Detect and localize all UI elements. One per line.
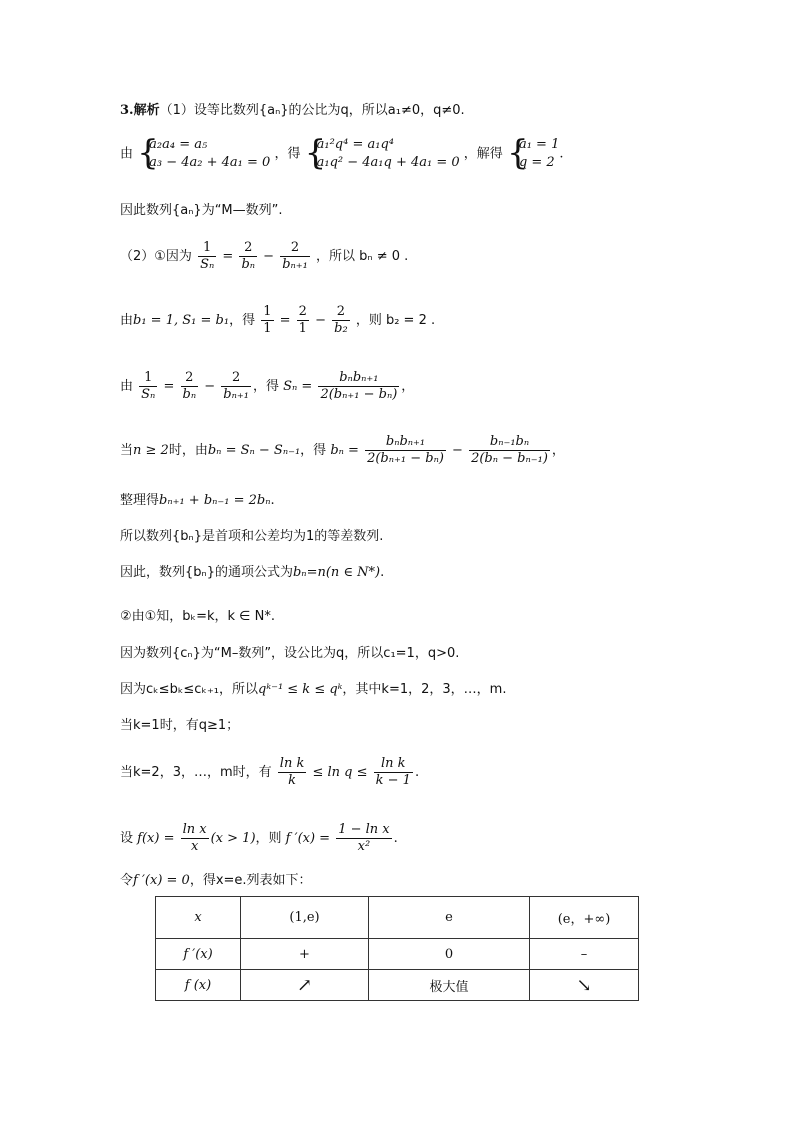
solution-heading [120, 102, 465, 120]
text: ，得 [300, 443, 327, 458]
fraction: $\frac{\text{ln x}}{x}$ [182, 822, 207, 854]
math-expr: n ≥ 2 [133, 443, 169, 458]
math-expr: Sₙ = [283, 379, 313, 394]
period: . [270, 493, 275, 508]
system-1-eq2: a₃ − 4a₂ + 4a₁ = 0 [149, 155, 271, 170]
text: 由 [120, 313, 134, 328]
system-line [120, 133, 564, 173]
case-k-general [120, 756, 419, 789]
period: . [393, 831, 398, 846]
math-expr: bₙ = [330, 443, 359, 458]
text: 当k=2，3，…，m时，有 [120, 765, 272, 780]
text: ， [551, 443, 565, 458]
fraction: $\frac{2}{\text{b₂}}$ [334, 304, 348, 336]
general-term-line [120, 564, 384, 582]
math-expr: (x > 1) [210, 831, 256, 846]
math-expr: ≤ ln q ≤ [308, 765, 372, 780]
period: . [414, 765, 420, 780]
equals: = [218, 249, 238, 264]
recurrence-line [120, 492, 275, 510]
text-you: 由 [120, 146, 134, 162]
math-expr: f ′(x) = [285, 831, 331, 846]
fraction: $\frac{2}{\text{bₙ}}$ [182, 370, 197, 402]
sn-derivation: 由 $\frac{1}{\text{Sₙ}}$ = $\frac{2}{\text{bₙ}}$ − $\frac{2}{\text{bₙ₊₁}}$ ，得 Sₙ = $\frac{\text{bₙbₙ₊₁}}{\text{2(bₙ₊₁ − bₙ)}}$ ， [120, 370, 415, 402]
table-cell: x [156, 897, 241, 939]
table-intro-line [120, 872, 312, 890]
fraction: $\frac{\text{bₙbₙ₊₁}}{\text{2(bₙ₊₁ − bₙ)}}$ [320, 370, 398, 402]
arithmetic-sequence-line: 所以数列{bₙ}是首项和公差均为1的等差数列. [120, 529, 384, 544]
math-expr: f ′(x) = 0 [133, 873, 190, 888]
fraction: $\frac{2}{\text{bₙ}}$ [241, 240, 256, 272]
math-expr: bₙ = Sₙ − Sₙ₋₁ [207, 443, 301, 458]
system-2: { a₁²q⁴ = a₁q⁴ a₁q² − 4a₁q + 4a₁ = 0 [304, 133, 460, 173]
problem-number: 3. [120, 103, 134, 118]
c-sequence-line: 因为数列{cₙ}为“M–数列”，设公比为q，所以c₁=1，q>0. [120, 646, 460, 661]
table-row [156, 939, 639, 970]
period: . [380, 565, 385, 580]
part2-second: ②由①知，bₖ=k，k ∈ N*. [120, 609, 275, 624]
system-3-eq1: a₁ = 1 [518, 137, 560, 152]
text: ，则 [255, 831, 282, 846]
fraction: $\frac{1}{\text{Sₙ}}$ [200, 240, 215, 272]
text: 整理得 [120, 493, 160, 508]
fraction: $\frac{2}{\text{bₙ₊₁}}$ [282, 240, 308, 272]
part2-intro [120, 240, 408, 273]
math-expr: f(x) = [137, 831, 175, 846]
text: ，得x=e.列表如下： [189, 873, 312, 888]
table-cell: e [369, 897, 530, 939]
table-row [156, 897, 639, 939]
text: 设 [120, 831, 134, 846]
text: 因为cₖ≤bₖ≤cₖ₊₁，所以 [120, 682, 259, 697]
fraction: $\frac{\text{bₙbₙ₊₁}}{\text{2(bₙ₊₁ − bₙ)}}$ [367, 434, 444, 466]
fraction: $\frac{\text{bₙ₋₁bₙ}}{\text{2(bₙ − bₙ₋₁)}}$ [471, 434, 548, 466]
fraction: $\frac{\text{ln k}}{k}$ [279, 756, 305, 788]
text: 因此，数列{bₙ}的通项公式为 [120, 565, 293, 580]
period: . [559, 146, 564, 162]
fraction: $\frac{2}{\text{bₙ₊₁}}$ [223, 370, 249, 402]
fraction: $\frac{\text{1 − ln x}}{\text{x²}}$ [338, 822, 390, 854]
math-expr: qᵏ⁻¹ ≤ k ≤ qᵏ [258, 682, 343, 697]
conclusion-m-sequence: 因此数列{aₙ}为“M—数列”. [120, 203, 283, 218]
text: ， [401, 379, 415, 394]
function-def-line [120, 822, 398, 855]
table-cell: 极大值 [369, 970, 530, 1001]
case-k1: 当k=1时，有q≥1； [120, 718, 240, 733]
math-expr: bₙ=n(n ∈ N*) [292, 565, 381, 580]
inequality-line [120, 681, 506, 699]
text-de: ，得 [274, 146, 301, 162]
table-cell: f (x) [156, 970, 241, 1001]
table-cell: (e，+∞) [530, 897, 639, 939]
table-cell: 0 [369, 939, 530, 970]
table-cell: + [241, 939, 369, 970]
bn-derivation: 当n ≥ 2时，由bₙ = Sₙ − Sₙ₋₁，得 bₙ = $\frac{\text{bₙbₙ₊₁}}{\text{2(bₙ₊₁ − bₙ)}}$ − $\frac{\text{bₙ₋₁bₙ}}{\text{2(bₙ − bₙ₋₁)}}$ ， [120, 434, 565, 466]
text: ，得 [229, 313, 256, 328]
system-2-eq1: a₁²q⁴ = a₁q⁴ [316, 137, 394, 152]
text: 令 [120, 873, 134, 888]
b2-derivation: 由b₁ = 1, S₁ = b₁，得 $\frac{1}{1}$ = $\frac{2}{1}$ − $\frac{2}{\text{b₂}}$ ，则 b₂ = 2 . [120, 304, 436, 336]
solution-intro: （1）设等比数列{aₙ}的公比为q，所以a₁≠0，q≠0. [159, 103, 465, 118]
increasing-arrow-icon: ↗ [241, 970, 369, 1001]
table-row [156, 970, 639, 1001]
fraction: $\frac{2}{1}$ [298, 304, 307, 336]
fraction: $\frac{1}{1}$ [263, 304, 272, 336]
system-1-eq1: a₂a₄ = a₅ [149, 137, 208, 152]
table-cell: (1,e) [241, 897, 369, 939]
fraction: $\frac{\text{ln k}}{k - 1}$ [375, 756, 411, 788]
variation-table [155, 896, 639, 1001]
minus: − [259, 249, 279, 264]
fraction: $\frac{1}{\text{Sₙ}}$ [141, 370, 156, 402]
text: ，其中k=1，2，3，…，m. [342, 682, 507, 697]
math-expr: b₁ = 1, S₁ = b₁ [133, 313, 230, 328]
system-1: { a₂a₄ = a₅ a₃ − 4a₂ + 4a₁ = 0 [137, 133, 271, 173]
text: （2）①因为 [120, 249, 192, 264]
system-3: { a₁ = 1 q = 2 [506, 133, 560, 173]
solution-label: 解析 [133, 103, 160, 118]
system-3-eq2: q = 2 [518, 155, 555, 170]
text-jiede: ，解得 [463, 146, 503, 162]
table-cell: – [530, 939, 639, 970]
text: ，则 b₂ = 2 . [355, 313, 436, 328]
math-expr: bₙ₊₁ + bₙ₋₁ = 2bₙ [159, 493, 271, 508]
text: 由 [120, 379, 134, 394]
system-2-eq2: a₁q² − 4a₁q + 4a₁ = 0 [316, 155, 460, 170]
decreasing-arrow-icon: ↘ [530, 970, 639, 1001]
text: ，所以 bₙ ≠ 0 . [316, 249, 409, 264]
table-cell: f ′(x) [156, 939, 241, 970]
text: 当 [120, 443, 134, 458]
text: ，得 [252, 379, 279, 394]
text: 时，由 [168, 443, 208, 458]
